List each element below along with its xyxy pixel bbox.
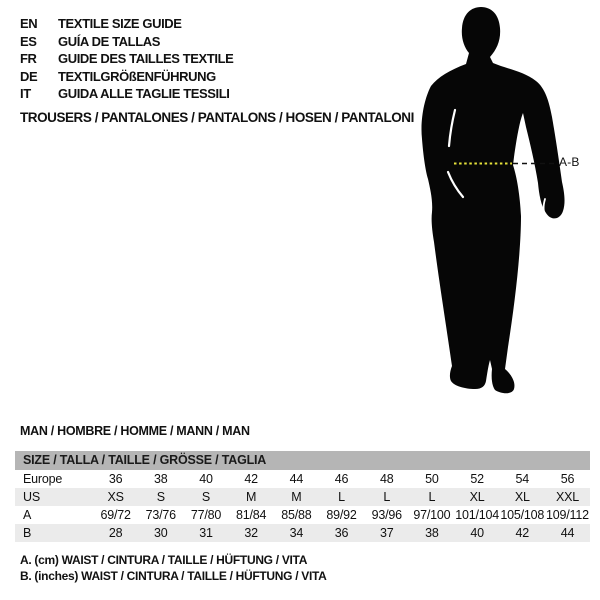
- table-cell: 89/92: [326, 508, 357, 522]
- table-cell: S: [156, 490, 165, 504]
- table-cell: 73/76: [145, 508, 176, 522]
- table-cell: 40: [199, 472, 213, 486]
- language-label: GUÍA DE TALLAS: [58, 33, 161, 49]
- language-row-it: [20, 85, 233, 103]
- table-cell: 52: [470, 472, 484, 486]
- size-table: [15, 451, 590, 542]
- table-cell: 42: [515, 526, 530, 540]
- language-code: DE: [20, 68, 38, 84]
- row-label: Europe: [23, 472, 63, 486]
- measure-label: A-B: [559, 155, 580, 169]
- table-cell: 56: [560, 472, 575, 486]
- table-cell: 31: [199, 526, 213, 540]
- language-code: ES: [20, 33, 37, 49]
- table-cell: 42: [244, 472, 258, 486]
- row-label: B: [23, 526, 32, 540]
- section-title-man: MAN / HOMBRE / HOMME / MANN / MAN: [20, 424, 250, 438]
- row-label: A: [23, 508, 32, 522]
- language-label: TEXTILE SIZE GUIDE: [58, 16, 182, 31]
- table-cell: 44: [560, 526, 575, 540]
- table-cell: 46: [334, 472, 349, 486]
- table-cell: M: [291, 490, 302, 504]
- note-a: A. (cm) WAIST / CINTURA / TAILLE / HÜFTUNG / VITA: [20, 553, 308, 567]
- man-silhouette-icon: [390, 0, 600, 420]
- table-row-b-inches: [15, 524, 590, 542]
- table-cell: XXL: [555, 490, 579, 504]
- table-cell: 36: [108, 472, 123, 486]
- table-cell: 34: [289, 526, 304, 540]
- language-code: IT: [20, 86, 31, 102]
- table-cell: 44: [289, 472, 304, 486]
- language-row-es: [20, 33, 233, 51]
- table-cell: 109/112: [546, 508, 589, 522]
- table-cell: 32: [244, 526, 258, 540]
- table-cell: 48: [379, 472, 394, 486]
- table-cell: XL: [514, 490, 530, 504]
- table-cell: 38: [154, 472, 168, 486]
- man-silhouette: [421, 7, 564, 393]
- table-cell: 97/100: [413, 508, 451, 522]
- row-label: US: [23, 490, 40, 504]
- table-cell: XL: [469, 490, 485, 504]
- size-table-header: SIZE / TALLA / TAILLE / GRÖSSE / TAGLIA: [15, 451, 590, 470]
- language-list: [20, 15, 233, 103]
- table-row-europe: [15, 470, 590, 488]
- measure-notes: [20, 553, 327, 584]
- table-cell: 105/108: [500, 508, 545, 522]
- table-row-a-cm: [15, 506, 590, 524]
- language-code: FR: [20, 51, 37, 67]
- language-label: GUIDE DES TAILLES TEXTILE: [58, 51, 234, 67]
- table-cell: 38: [425, 526, 439, 540]
- language-row-de: [20, 68, 233, 86]
- man-silhouette-figure: [390, 0, 600, 420]
- table-cell: 54: [515, 472, 530, 486]
- table-cell: 36: [334, 526, 349, 540]
- table-cell: 69/72: [100, 508, 131, 522]
- table-cell: S: [201, 490, 211, 504]
- table-cell: M: [246, 490, 257, 504]
- table-cell: XS: [107, 490, 124, 504]
- table-cell: 40: [470, 526, 484, 540]
- table-cell: 101/104: [455, 508, 499, 522]
- table-cell: L: [383, 490, 391, 504]
- table-cell: 81/84: [236, 508, 267, 522]
- table-cell: 93/96: [371, 508, 402, 522]
- language-row-fr: [20, 50, 233, 68]
- table-cell: 77/80: [190, 508, 222, 522]
- table-cell: 28: [108, 526, 123, 540]
- language-label: TEXTILGRÖßENFÜHRUNG: [58, 68, 216, 84]
- table-cell: L: [428, 490, 436, 504]
- language-label: GUIDA ALLE TAGLIE TESSILI: [58, 86, 230, 102]
- table-cell: 30: [154, 526, 168, 540]
- table-cell: 85/88: [281, 508, 312, 522]
- table-cell: 37: [379, 526, 394, 540]
- language-code: EN: [20, 16, 38, 31]
- language-row-en: [20, 15, 233, 33]
- table-cell: L: [338, 490, 345, 504]
- garment-title: TROUSERS / PANTALONES / PANTALONS / HOSEN / PANTALONI: [20, 110, 414, 125]
- table-row-us: [15, 488, 590, 506]
- note-b: B. (inches) WAIST / CINTURA / TAILLE / HÜFTUNG / VITA: [20, 568, 327, 583]
- table-cell: 50: [425, 472, 439, 486]
